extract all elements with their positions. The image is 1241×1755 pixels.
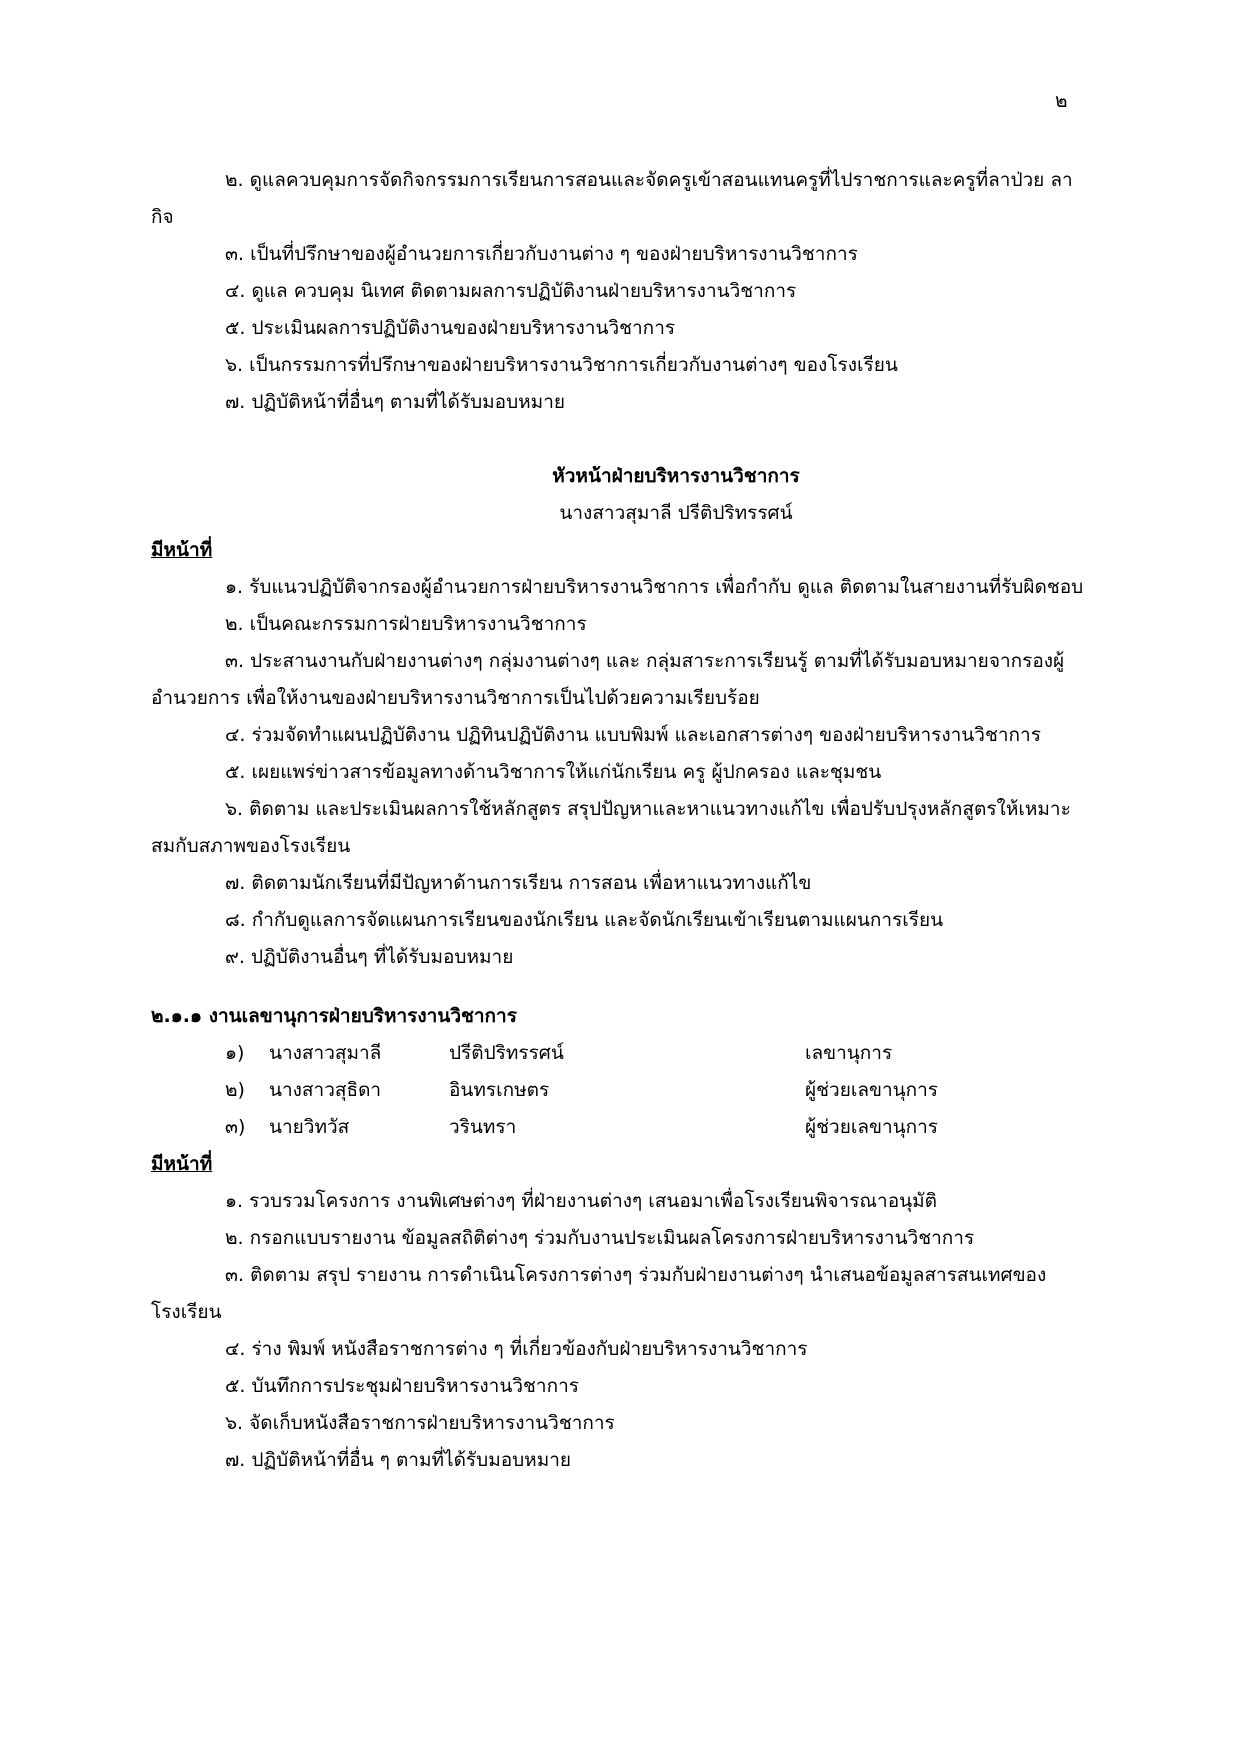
page-number: ๒: [1055, 90, 1068, 112]
head-section-title: หัวหน้าฝ่ายบริหารงานวิชาการ: [552, 465, 800, 487]
intro-item: ๔. ดูแล ควบคุม นิเทศ ติดตามผลการปฏิบัติงานฝ่ายบริหารงานวิชาการ: [225, 280, 797, 302]
head-duty: ๘. กำกับดูแลการจัดแผนการเรียนของนักเรียน และจัดนักเรียนเข้าเรียนตามแผนการเรียน: [225, 909, 944, 931]
secretary-duties-label: มีหน้าที่: [151, 1153, 213, 1175]
member-row: [151, 1035, 1091, 1072]
secretary-duty: ๗. ปฏิบัติหน้าที่อื่น ๆ ตามที่ได้รับมอบหมาย: [225, 1449, 572, 1471]
member-first-name: นางสาวสุธิดา: [269, 1079, 382, 1101]
member-role: ผู้ช่วยเลขานุการ: [805, 1116, 938, 1138]
head-duty: ๔. ร่วมจัดทำแผนปฏิบัติงาน ปฏิทินปฏิบัติงาน แบบพิมพ์ และเอกสารต่างๆ ของฝ่ายบริหารงานวิชาการ: [225, 724, 1041, 746]
head-duty: ๙. ปฏิบัติงานอื่นๆ ที่ได้รับมอบหมาย: [225, 946, 514, 968]
member-row: [151, 1109, 1091, 1146]
member-first-name: นางสาวสุมาลี: [269, 1042, 382, 1064]
head-duties-label: มีหน้าที่: [151, 539, 213, 561]
secretary-duty: ๑. รวบรวมโครงการ งานพิเศษต่างๆ ที่ฝ่ายงานต่างๆ เสนอมาเพื่อโรงเรียนพิจารณาอนุมัติ: [225, 1190, 937, 1212]
head-duty: ๓. ประสานงานกับฝ่ายงานต่างๆ กลุ่มงานต่างๆ และ กลุ่มสาระการเรียนรู้ ตามที่ได้รับมอบหมายจากรองผู้อำนวยการ เพื่อให้งานของฝ่ายบริหารงานวิชาการเป็นไปด้วยความเรียบร้อย: [151, 650, 1065, 709]
secretary-section-title: ๒.๑.๑ งานเลขานุการฝ่ายบริหารงานวิชาการ: [151, 1005, 517, 1027]
member-first-name: นายวิทวัส: [269, 1116, 350, 1138]
member-row: [151, 1072, 1091, 1109]
document-body: [151, 162, 1091, 1479]
head-duty: ๕. เผยแพร่ข่าวสารข้อมูลทางด้านวิชาการให้แก่นักเรียน ครู ผู้ปกครอง และชุมชน: [225, 761, 882, 783]
member-number: ๑): [225, 1042, 245, 1064]
member-number: ๓): [225, 1116, 246, 1138]
secretary-duty: ๖. จัดเก็บหนังสือราชการฝ่ายบริหารงานวิชาการ: [225, 1412, 615, 1434]
intro-item: ๕. ประเมินผลการปฏิบัติงานของฝ่ายบริหารงานวิชาการ: [225, 317, 676, 339]
member-last-name: ปรีติปริทรรศน์: [449, 1042, 564, 1064]
intro-item: ๓. เป็นที่ปรึกษาของผู้อำนวยการเกี่ยวกับงานต่าง ๆ ของฝ่ายบริหารงานวิชาการ: [225, 243, 858, 265]
head-duty: ๗. ติดตามนักเรียนที่มีปัญหาด้านการเรียน การสอน เพื่อหาแนวทางแก้ไข: [225, 872, 812, 894]
member-role: เลขานุการ: [805, 1042, 893, 1064]
member-role: ผู้ช่วยเลขานุการ: [805, 1079, 938, 1101]
intro-item: ๖. เป็นกรรมการที่ปรึกษาของฝ่ายบริหารงานวิชาการเกี่ยวกับงานต่างๆ ของโรงเรียน: [225, 354, 898, 376]
secretary-duty: ๔. ร่าง พิมพ์ หนังสือราชการต่าง ๆ ที่เกี่ยวข้องกับฝ่ายบริหารงานวิชาการ: [225, 1338, 808, 1360]
head-duty: ๒. เป็นคณะกรรมการฝ่ายบริหารงานวิชาการ: [225, 613, 587, 635]
secretary-duty: ๓. ติดตาม สรุป รายงาน การดำเนินโครงการต่างๆ ร่วมกับฝ่ายงานต่างๆ นำเสนอข้อมูลสารสนเทศของโรงเรียน: [151, 1264, 1047, 1323]
member-number: ๒): [225, 1079, 245, 1101]
intro-item: ๒. ดูแลควบคุมการจัดกิจกรรมการเรียนการสอนและจัดครูเข้าสอนแทนครูที่ไปราชการและครูที่ลาป่วย ลากิจ: [151, 169, 1073, 228]
secretary-duty: ๕. บันทึกการประชุมฝ่ายบริหารงานวิชาการ: [225, 1375, 579, 1397]
secretary-members-list: [151, 1035, 1091, 1146]
member-last-name: อินทรเกษตร: [449, 1079, 550, 1101]
secretary-duty: ๒. กรอกแบบรายงาน ข้อมูลสถิติต่างๆ ร่วมกับงานประเมินผลโครงการฝ่ายบริหารงานวิชาการ: [225, 1227, 975, 1249]
member-last-name: วรินทรา: [449, 1116, 517, 1138]
head-duty: ๖. ติดตาม และประเมินผลการใช้หลักสูตร สรุปปัญหาและหาแนวทางแก้ไข เพื่อปรับปรุงหลักสูตรให้เหมาะสมกับสภาพของโรงเรียน: [151, 798, 1071, 857]
intro-item: ๗. ปฏิบัติหน้าที่อื่นๆ ตามที่ได้รับมอบหมาย: [225, 391, 565, 413]
head-section-name: นางสาวสุมาลี ปรีติปริทรรศน์: [559, 502, 793, 524]
head-duty: ๑. รับแนวปฏิบัติจากรองผู้อำนวยการฝ่ายบริหารงานวิชาการ เพื่อกำกับ ดูแล ติดตามในสายงานที่รับผิดชอบ: [225, 576, 1084, 598]
